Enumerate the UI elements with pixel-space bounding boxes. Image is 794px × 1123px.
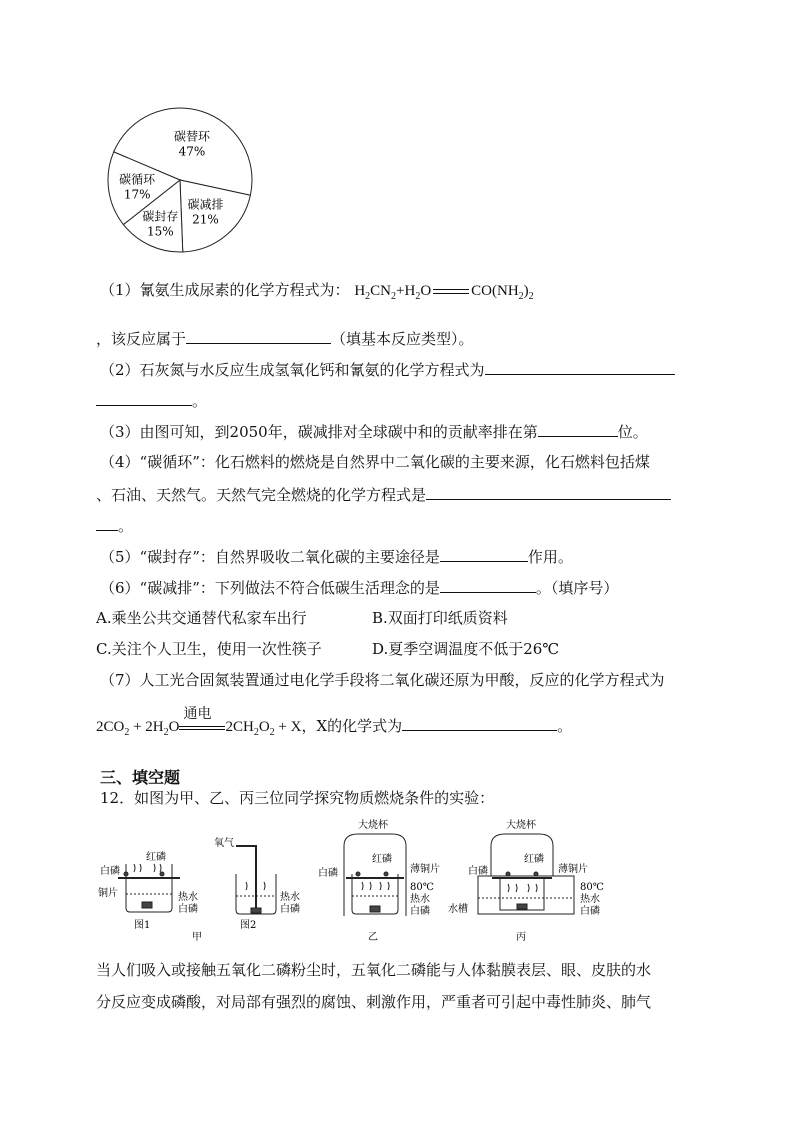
section-title: 三、填空题 bbox=[100, 768, 181, 787]
q6-answer-blank[interactable] bbox=[440, 576, 536, 593]
q6-line: （6）“碳减排”：下列做法不符合低碳生活理念的是 。（填序号） bbox=[100, 576, 618, 598]
q1-prefix: （1）氰氨生成尿素的化学方程式为： bbox=[100, 281, 350, 299]
q5-answer-blank[interactable] bbox=[440, 545, 528, 562]
yi-red-p: 红磷 bbox=[372, 854, 392, 865]
experiment-figure bbox=[96, 816, 616, 946]
pie-value-2: 15% bbox=[147, 224, 174, 239]
q4-line-2: 、石油、天然气。天然气完全燃烧的化学方程式是 bbox=[96, 483, 671, 505]
jia-white-p3: 白磷 bbox=[280, 904, 300, 915]
q2-line: （2）石灰氮与水反应生成氢氧化钙和氰氨的化学方程式为 bbox=[100, 358, 675, 380]
para-line-1: 当人们吸入或接触五氧化二磷粉尘时，五氧化二磷能与人体黏膜表层、眼、皮肤的水 bbox=[96, 961, 652, 979]
q7-line-1: （7）人工光合固氮装置通过电化学手段将二氧化碳还原为甲酸，反应的化学方程式为 bbox=[100, 671, 665, 689]
bing-white-p2: 白磷 bbox=[580, 906, 600, 917]
pie-value-0: 47% bbox=[178, 144, 206, 159]
q4-line-1: （4）“碳循环”：化石燃料的燃烧是自然界中二氧化碳的主要来源，化石燃料包括煤 bbox=[100, 453, 650, 471]
q7-equation-line: $2CO_2 + 2H_2O$ 通电 $2CH_2O_2 + X$，X的化学式为 。 bbox=[96, 705, 573, 738]
pie-value-1: 21% bbox=[192, 212, 219, 227]
yi-label: 乙 bbox=[368, 932, 378, 943]
fig-jia-2 bbox=[236, 846, 276, 914]
yi-temp: 80℃ bbox=[410, 882, 434, 893]
q3-answer-blank[interactable] bbox=[538, 420, 618, 437]
bing-beaker: 大烧杯 bbox=[506, 820, 536, 831]
yi-copper: 薄铜片 bbox=[410, 864, 440, 875]
jia-white-p2: 白磷 bbox=[178, 904, 198, 915]
jia-fig1: 图1 bbox=[134, 920, 151, 931]
q6-option-b: B.双面打印纸质资料 bbox=[372, 609, 508, 627]
jia-hot-water2: 热水 bbox=[280, 892, 300, 903]
yi-white-p: 白磷 bbox=[318, 868, 338, 879]
q7-condition: 通电 bbox=[183, 705, 212, 722]
pie-chart bbox=[100, 100, 260, 260]
para-line-2: 分反应变成磷酸，对局部有强烈的腐蚀、刺激作用，严重者可引起中毒性肺炎、肺气 bbox=[96, 993, 652, 1011]
q2-answer-blank-1[interactable] bbox=[485, 358, 675, 375]
q6-option-c: C.关注个人卫生，使用一次性筷子 bbox=[96, 640, 322, 658]
jia-label: 甲 bbox=[192, 932, 202, 943]
jia-red-p: 红磷 bbox=[146, 852, 166, 863]
pie-label-1: 碳减排 bbox=[187, 197, 224, 212]
fig-jia-1 bbox=[118, 864, 180, 912]
yi-white-p2: 白磷 bbox=[410, 906, 430, 917]
jia-hot-water: 热水 bbox=[178, 892, 198, 903]
jia-oxygen: 氧气 bbox=[214, 838, 234, 849]
q7-answer-blank[interactable] bbox=[402, 714, 557, 731]
q4-cont: 。 bbox=[96, 514, 133, 536]
bing-temp: 80℃ bbox=[580, 882, 604, 893]
bing-copper: 薄铜片 bbox=[558, 864, 588, 875]
q7-equation: $2CO_2 + 2H_2O$ 通电 $2CH_2O_2 + X$ bbox=[96, 705, 302, 738]
bing-white-p: 白磷 bbox=[468, 866, 488, 877]
q6-option-a: A.乘坐公共交通替代私家车出行 bbox=[96, 609, 307, 627]
bing-trough: 水槽 bbox=[448, 904, 468, 915]
q4-answer-blank-2[interactable] bbox=[96, 514, 118, 531]
q1-cont: ，该反应属于 （填基本反应类型）。 bbox=[96, 327, 474, 349]
bing-hot-water: 热水 bbox=[580, 894, 600, 905]
q1-formula: $H_2CN_2+H_2O$ $CO(NH_2)_2$ bbox=[354, 283, 534, 302]
pie-label-0: 碳替环 bbox=[173, 129, 210, 144]
q6-option-d: D.夏季空调温度不低于26℃ bbox=[372, 640, 560, 658]
q3-line: （3）由图可知，到2050年，碳减排对全球碳中和的贡献率排在第 位。 bbox=[100, 420, 648, 442]
q4-answer-blank-1[interactable] bbox=[426, 483, 671, 500]
q12-stem: 12．如图为甲、乙、丙三位同学探究物质燃烧条件的实验： bbox=[100, 789, 495, 807]
yi-hot-water: 热水 bbox=[410, 894, 430, 905]
q1-line bbox=[100, 280, 534, 307]
jia-fig2: 图2 bbox=[240, 920, 257, 931]
pie-label-3: 碳循环 bbox=[119, 172, 156, 187]
jia-white-p: 白磷 bbox=[100, 866, 120, 877]
yi-beaker: 大烧杯 bbox=[358, 820, 388, 831]
q2-answer-blank-2[interactable] bbox=[96, 389, 192, 406]
q5-line: （5）“碳封存”：自然界吸收二氧化碳的主要途径是 作用。 bbox=[100, 545, 573, 567]
fig-yi bbox=[344, 834, 406, 916]
q1-answer-blank[interactable] bbox=[186, 327, 331, 344]
bing-label: 丙 bbox=[516, 932, 526, 943]
jia-copper: 铜片 bbox=[98, 888, 118, 899]
pie-value-3: 17% bbox=[123, 187, 151, 202]
q2-cont: 。 bbox=[96, 389, 207, 411]
pie-label-2: 碳封存 bbox=[142, 209, 179, 224]
bing-red-p: 红磷 bbox=[524, 854, 544, 865]
